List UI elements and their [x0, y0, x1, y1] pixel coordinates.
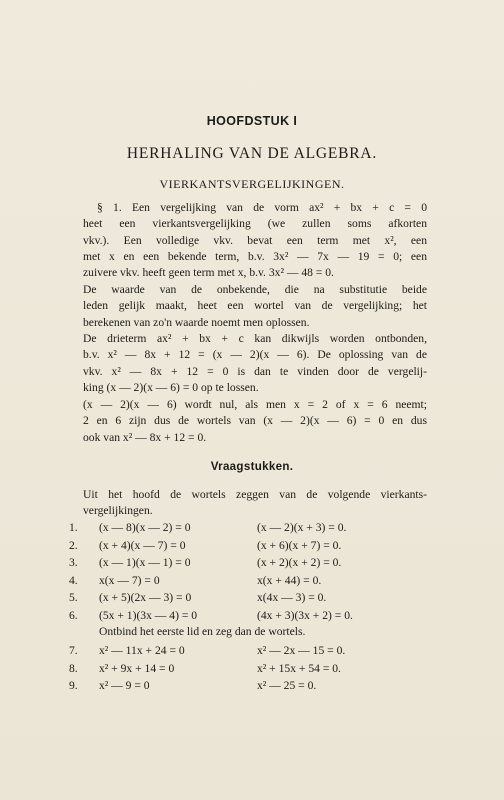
text-line: met x en een bekende term, b.v. 3x² — 7x — 19 = 0; een	[83, 249, 427, 263]
exercise-equation-a: x² — 9 = 0	[99, 679, 150, 692]
exercise-row	[69, 538, 449, 554]
exercise-equation-b: x(4x — 3) = 0.	[257, 591, 327, 604]
text-line: § 1. Een vergelijking van de vorm ax² + bx + c = 0	[97, 201, 427, 214]
paragraph-root	[83, 282, 427, 331]
exercise-equation-a: (5x + 1)(3x — 4) = 0	[99, 608, 198, 622]
exercise-number: 9.	[69, 679, 78, 692]
exercise-number: 2.	[69, 538, 78, 552]
exercise-number: 8.	[69, 661, 78, 675]
text-line: 2 en 6 zijn dus de wortels van (x — 2)(x — 6) = 0 en dus	[83, 414, 427, 428]
exercise-row	[69, 678, 449, 694]
paragraph-factoring	[83, 331, 427, 396]
exercise-equation-b: x² — 2x — 15 = 0.	[257, 644, 346, 657]
text-line: Uit het hoofd de wortels zeggen van de volgende vierkants-	[83, 488, 427, 501]
exercise-equation-a: (x — 8)(x — 2) = 0	[99, 521, 191, 534]
paragraph-roots-example	[83, 397, 427, 446]
exercise-instruction: Ontbind het eerste lid en zeg dan de wortels.	[99, 625, 306, 638]
text-line: vergelijkingen.	[83, 504, 153, 518]
section-title: VIERKANTSVERGELIJKINGEN.	[159, 177, 345, 191]
text-line: leden gelijk maakt, heet een wortel van de vergelijking; het	[83, 299, 427, 313]
exercise-equation-b: x² + 15x + 54 = 0.	[257, 661, 341, 675]
exercise-equation-a: (x — 1)(x — 1) = 0	[99, 556, 191, 569]
exercise-equation-b: (x + 6)(x + 7) = 0.	[257, 538, 342, 552]
text-line: king (x — 2)(x — 6) = 0 op te lossen.	[83, 380, 259, 394]
text-line: zuivere vkv. heeft geen term met x, b.v. 3x² — 48 = 0.	[83, 266, 334, 280]
paragraph-definition	[83, 200, 427, 281]
exercise-row	[69, 590, 449, 606]
exercise-row	[69, 555, 449, 571]
exercise-number: 1.	[69, 521, 78, 534]
exercise-number: 3.	[69, 556, 78, 569]
exercise-equation-a: x(x — 7) = 0	[99, 573, 160, 587]
exercise-number: 7.	[69, 644, 78, 657]
exercise-number: 4.	[69, 573, 78, 587]
exercise-equation-a: x² — 11x + 24 = 0	[99, 644, 185, 657]
exercise-row	[69, 573, 449, 589]
exercise-equation-a: (x + 4)(x — 7) = 0	[99, 538, 186, 552]
text-line: heet een vierkantsvergelijking (we zullen soms afkorten	[83, 217, 427, 231]
exercise-equation-a: x² + 9x + 14 = 0	[99, 661, 175, 675]
text-line: berekenen van zo'n waarde noemt men oplossen.	[83, 315, 310, 329]
exercise-equation-b: x² — 25 = 0.	[257, 679, 317, 692]
text-line: vkv.). Een volledige vkv. bevat een term met x², een	[83, 233, 427, 247]
exercise-number: 6.	[69, 608, 78, 622]
exercise-row	[69, 608, 449, 624]
chapter-label: HOOFDSTUK I	[206, 114, 298, 128]
exercise-equation-b: x(x + 44) = 0.	[257, 573, 322, 587]
exercise-row	[69, 661, 449, 677]
exercise-equation-a: (x + 5)(2x — 3) = 0	[99, 591, 192, 604]
text-line: ook van x² — 8x + 12 = 0.	[83, 430, 207, 444]
exercises-heading: Vraagstukken.	[210, 460, 294, 473]
exercise-equation-b: (x — 2)(x + 3) = 0.	[257, 521, 347, 534]
exercises-intro	[83, 487, 427, 520]
exercise-row	[69, 643, 449, 659]
exercise-equation-b: (4x + 3)(3x + 2) = 0.	[257, 608, 353, 622]
chapter-title: HERHALING VAN DE ALGEBRA.	[126, 145, 378, 162]
text-line: (x — 2)(x — 6) wordt nul, als men x = 2 of x = 6 neemt;	[83, 398, 427, 411]
exercise-equation-b: (x + 2)(x + 2) = 0.	[257, 556, 342, 569]
text-line: b.v. x² — 8x + 12 = (x — 2)(x — 6). De oplossing van de	[83, 348, 427, 362]
text-line: De drieterm ax² + bx + c kan dikwijls worden ontbonden,	[83, 332, 427, 345]
exercise-number: 5.	[69, 591, 78, 604]
exercise-row	[69, 520, 449, 536]
text-line: De waarde van de onbekende, die na substitutie beide	[83, 283, 427, 296]
text-line: vkv. x² — 8x + 12 = 0 is dan te vinden door de vergelij-	[83, 364, 427, 378]
